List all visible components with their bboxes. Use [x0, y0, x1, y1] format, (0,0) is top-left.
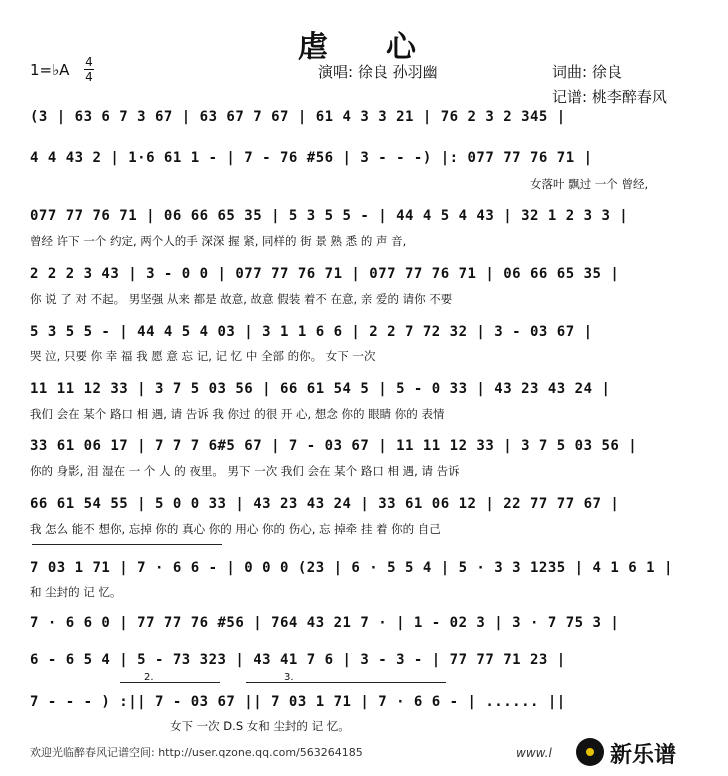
volta-bracket-1: [32, 544, 222, 545]
notation-line-5: 5 3 5 5 - | 44 4 5 4 03 | 3 1 1 6 6 | 2 2 7 72 32 | 3 - 03 67 |: [30, 324, 593, 340]
notation-line-11: 6 - 6 5 4 | 5 - 73 323 | 43 41 7 6 | 3 - 3 - | 77 77 71 23 |: [30, 652, 566, 668]
notation-line-12: 7 - - - ) :|| 7 - 03 67 || 7 03 1 71 | 7 · 6 6 - | ...... ||: [30, 694, 566, 710]
time-signature: [84, 56, 94, 83]
time-signature-bottom: 4: [85, 70, 93, 84]
lyric-line-6: 我们 会在 某个 路口 相 遇, 请 告诉 我 你过 的很 开 心, 想念 你的 眼睛 你的 表情: [30, 407, 445, 421]
notation-line-4: 2 2 2 3 43 | 3 - 0 0 | 077 77 76 71 | 077 77 76 71 | 06 66 65 35 |: [30, 266, 620, 282]
volta-bracket-3: [246, 682, 446, 683]
lyric-line-8: 我 怎么 能不 想你, 忘掉 你的 真心 你的 用心 你的 伤心, 忘 掉牵 挂 着 你的 自己: [30, 522, 441, 536]
site-logo[interactable]: [516, 734, 728, 772]
song-title: 虐 心: [298, 30, 430, 65]
singers: 演唱: 徐良 孙羽幽: [318, 63, 438, 81]
ending-mark-2: 2.: [144, 672, 154, 683]
footer-text: 欢迎光临醉春风记谱空间: http://user.qzone.qq.com/563264185: [30, 746, 363, 759]
lyric-line-5: 哭 泣, 只要 你 幸 福 我 愿 意 忘 记, 记 忆 中 全部 的你。 女下 一次: [30, 349, 376, 363]
site-prefix: www.l: [516, 746, 552, 760]
notation-line-8: 66 61 54 55 | 5 0 0 33 | 43 23 43 24 | 33 61 06 12 | 22 77 77 67 |: [30, 496, 620, 512]
key-signature: 1=♭A: [30, 61, 70, 79]
notation-line-9: 7 03 1 71 | 7 · 6 6 - | 0 0 0 (23 | 6 · 5 5 4 | 5 · 3 3 1235 | 4 1 6 1 |: [30, 560, 673, 576]
notation-line-1: (3 | 63 6 7 3 67 | 63 67 7 67 | 61 4 3 3 21 | 76 2 3 2 345 |: [30, 109, 566, 125]
time-signature-top: 4: [85, 55, 93, 69]
notation-line-7: 33 61 06 17 | 7 7 7 6#5 67 | 7 - 03 67 | 11 11 12 33 | 3 7 5 03 56 |: [30, 438, 638, 454]
lyric-line-4: 你 说 了 对 不起。 男坚强 从来 都是 故意, 故意 假装 着不 在意, 亲 爱的 请你 不要: [30, 292, 453, 306]
lyric-line-12: 女下 一次 D.S 女和 尘封的 记 忆。: [170, 719, 350, 733]
ending-mark-3: 3.: [284, 672, 294, 683]
transcriber: 记谱: 桃李醉春风: [552, 88, 667, 106]
lyric-line-9: 和 尘封的 记 忆。: [30, 585, 122, 599]
lyric-line-3: 曾经 许下 一个 约定, 两个人的手 深深 握 紧, 同样的 街 景 熟 悉 的 声 音,: [30, 234, 407, 248]
notation-line-3: 077 77 76 71 | 06 66 65 35 | 5 3 5 5 - | 44 4 5 4 43 | 32 1 2 3 3 |: [30, 208, 629, 224]
notation-line-10: 7 · 6 6 0 | 77 77 76 #56 | 764 43 21 7 · | 1 - 02 3 | 3 · 7 75 3 |: [30, 615, 620, 631]
notation-line-6: 11 11 12 33 | 3 7 5 03 56 | 66 61 54 5 | 5 - 0 33 | 43 23 43 24 |: [30, 381, 611, 397]
notation-line-2: 4 4 43 2 | 1·6 61 1 - | 7 - 76 #56 | 3 - - -) |: 077 77 76 71 |: [30, 150, 593, 166]
lyricist-composer: 词曲: 徐良: [552, 63, 622, 81]
logo-text: 新乐谱: [610, 743, 677, 768]
disc-icon: [576, 738, 604, 766]
lyric-line-2: 女落叶 飘过 一个 曾经,: [530, 177, 649, 191]
volta-bracket-2: [120, 682, 220, 683]
lyric-line-7: 你的 身影, 泪 湿在 一 个 人 的 夜里。 男下 一次 我们 会在 某个 路口 相 遇, 请 告诉: [30, 464, 460, 478]
